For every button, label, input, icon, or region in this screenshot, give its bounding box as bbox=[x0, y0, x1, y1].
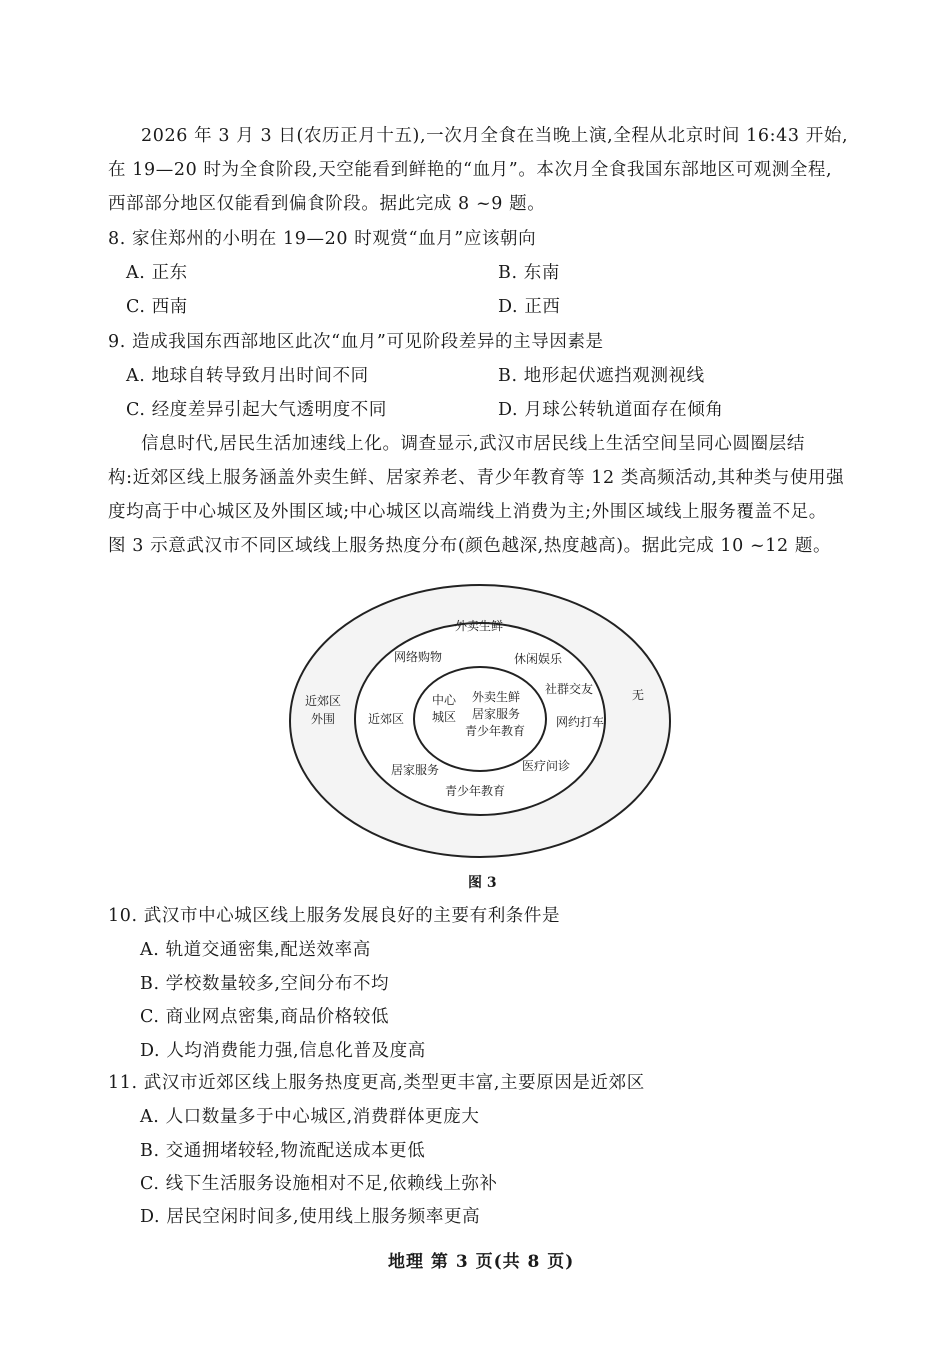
outer-label-2: 外围 bbox=[311, 712, 336, 726]
q9-option-c: C. 经度差异引起大气透明度不同 bbox=[126, 400, 387, 420]
q11-option-a: A. 人口数量多于中心城区,消费群体更庞大 bbox=[140, 1107, 480, 1127]
figure-caption: 图 3 bbox=[468, 875, 497, 891]
q10-option-a: A. 轨道交通密集,配送效率高 bbox=[140, 940, 371, 960]
q9-stem: 9. 造成我国东西部地区此次“血月”可见阶段差异的主导因素是 bbox=[108, 332, 604, 352]
passage2-line-1: 信息时代,居民生活加速线上化。调查显示,武汉市居民线上生活空间呈同心圆圈层结 bbox=[141, 434, 805, 454]
q10-option-d: D. 人均消费能力强,信息化普及度高 bbox=[140, 1041, 426, 1061]
q8-stem: 8. 家住郑州的小明在 19—20 时观赏“血月”应该朝向 bbox=[108, 229, 537, 249]
q11-option-c: C. 线下生活服务设施相对不足,依赖线上弥补 bbox=[140, 1174, 498, 1194]
center-service-3: 青少年教育 bbox=[465, 724, 526, 738]
ring-item-online-shopping: 网络购物 bbox=[394, 650, 443, 664]
q8-option-b: B. 东南 bbox=[498, 263, 560, 283]
passage2-line-4: 图 3 示意武汉市不同区域线上服务热度分布(颜色越深,热度越高)。据此完成 10 ~12 题。 bbox=[108, 536, 832, 556]
passage1-line-3: 西部部分地区仅能看到偏食阶段。据此完成 8 ~9 题。 bbox=[108, 194, 546, 214]
q11-stem: 11. 武汉市近郊区线上服务热度更高,类型更丰富,主要原因是近郊区 bbox=[108, 1073, 645, 1093]
center-label-2: 城区 bbox=[432, 710, 457, 724]
figure-3-diagram bbox=[288, 582, 672, 860]
outer-label-1: 近郊区 bbox=[305, 694, 342, 708]
q8-option-c: C. 西南 bbox=[126, 297, 188, 317]
middle-ring-label: 近郊区 bbox=[368, 712, 405, 726]
passage1-line-1: 2026 年 3 月 3 日(农历正月十五),一次月全食在当晚上演,全程从北京时间 16:43 开始, bbox=[141, 126, 849, 146]
ring-item-ride-hailing: 网约打车 bbox=[556, 715, 605, 729]
q10-option-b: B. 学校数量较多,空间分布不均 bbox=[140, 974, 390, 994]
q11-option-b: B. 交通拥堵较轻,物流配送成本更低 bbox=[140, 1141, 426, 1161]
q10-option-c: C. 商业网点密集,商品价格较低 bbox=[140, 1007, 390, 1027]
q9-option-a: A. 地球自转导致月出时间不同 bbox=[126, 366, 369, 386]
ring-item-youth-education: 青少年教育 bbox=[445, 784, 506, 798]
center-service-2: 居家服务 bbox=[472, 707, 521, 721]
concentric-circles-svg bbox=[288, 582, 672, 860]
passage2-line-2: 构:近郊区线上服务涵盖外卖生鲜、居家养老、青少年教育等 12 类高频活动,其种类与使用强 bbox=[108, 468, 845, 488]
passage1-line-2: 在 19—20 时为全食阶段,天空能看到鲜艳的“血月”。本次月全食我国东部地区可观测全程, bbox=[108, 160, 833, 180]
ring-item-medical: 医疗问诊 bbox=[522, 759, 571, 773]
center-label-1: 中心 bbox=[432, 693, 457, 707]
passage2-line-3: 度均高于中心城区及外围区域;中心城区以高端线上消费为主;外围区域线上服务覆盖不足。 bbox=[108, 502, 827, 522]
q9-option-b: B. 地形起伏遮挡观测视线 bbox=[498, 366, 705, 386]
center-service-1: 外卖生鲜 bbox=[472, 690, 521, 704]
page-footer: 地理 第 3 页(共 8 页) bbox=[388, 1252, 575, 1272]
q11-option-d: D. 居民空闲时间多,使用线上服务频率更高 bbox=[140, 1207, 481, 1227]
outer-wu-label: 无 bbox=[632, 688, 645, 702]
ring-item-leisure: 休闲娱乐 bbox=[514, 652, 563, 666]
ring-item-takeaway: 外卖生鲜 bbox=[455, 619, 504, 633]
q8-option-a: A. 正东 bbox=[126, 263, 188, 283]
q8-option-d: D. 正西 bbox=[498, 297, 561, 317]
ring-item-home-service: 居家服务 bbox=[391, 763, 440, 777]
q9-option-d: D. 月球公转轨道面存在倾角 bbox=[498, 400, 724, 420]
q10-stem: 10. 武汉市中心城区线上服务发展良好的主要有利条件是 bbox=[108, 906, 561, 926]
ring-item-social: 社群交友 bbox=[545, 682, 594, 696]
